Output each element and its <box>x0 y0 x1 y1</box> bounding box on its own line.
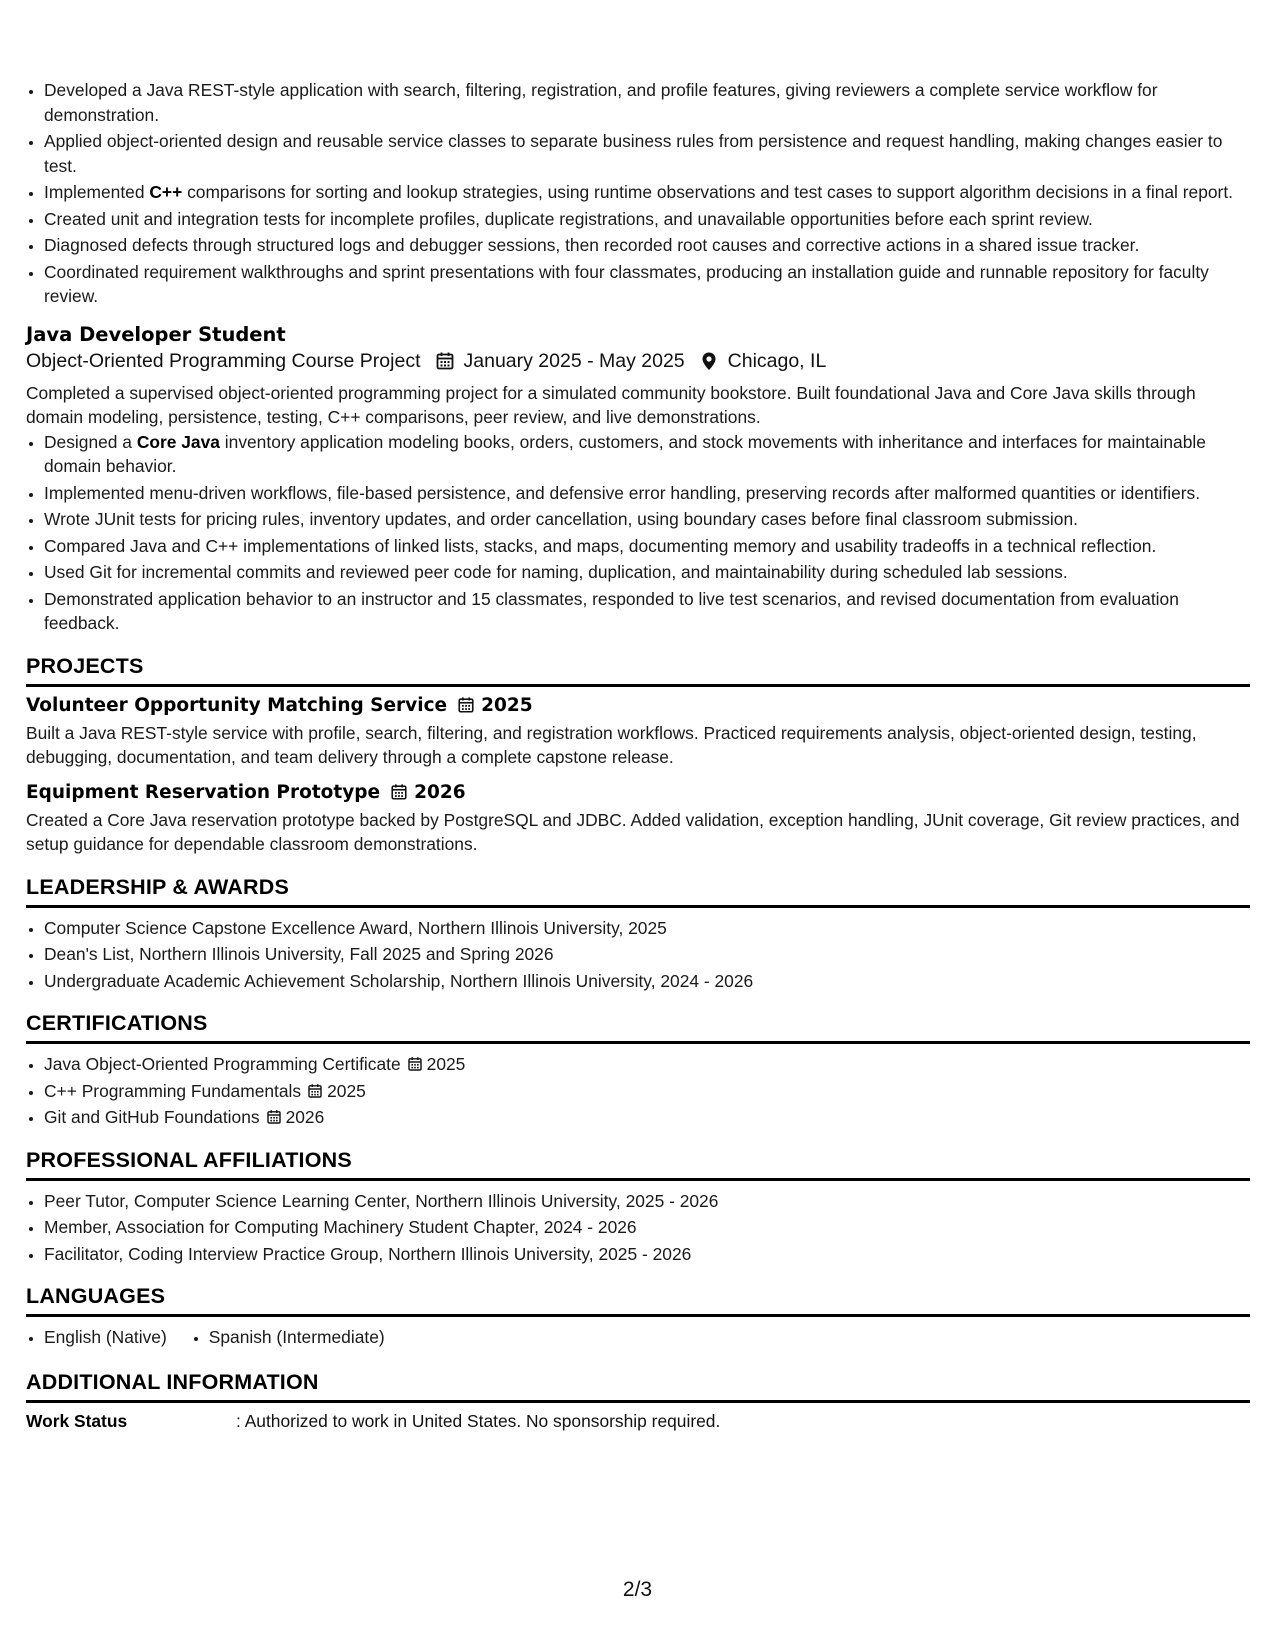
calendar-icon <box>457 696 475 714</box>
section-header-languages: LANGUAGES <box>26 1284 1250 1317</box>
cert-year: 2026 <box>285 1107 325 1127</box>
page-number: 2/3 <box>622 1578 653 1601</box>
section-header-affiliations: PROFESSIONAL AFFILIATIONS <box>26 1148 1250 1181</box>
awards-list <box>26 916 1250 994</box>
project-year: 2026 <box>414 781 466 803</box>
bullet-item: • Designed a Core Java inventory application modeling books, orders, customers, and stock movements with inheritance and interfaces for maintainable domain behavior. <box>44 430 1250 479</box>
job-organization: Object-Oriented Programming Course Project <box>26 349 421 372</box>
project-title: Equipment Reservation Prototype 2026 <box>26 781 466 803</box>
list-item: • Member, Association for Computing Machinery Student Chapter, 2024 - 2026 <box>44 1215 1250 1240</box>
job-summary: Completed a supervised object-oriented programming project for a simulated community bookstore. Built foundational Java and Core Java skills through domain modeling, persistence, testing, C++ comparisons, peer review, and live demonstrations. <box>26 382 1196 427</box>
location-pin-icon <box>699 351 719 371</box>
section-header-certifications: CERTIFICATIONS <box>26 1011 1250 1044</box>
certifications-list <box>26 1052 1250 1130</box>
calendar-icon <box>307 1083 323 1099</box>
resume-page <box>26 78 1250 1432</box>
list-item: • English (Native) <box>44 1325 167 1350</box>
languages-list <box>26 1325 1250 1352</box>
bullet-item: • Developed a Java REST-style application with search, filtering, registration, and profile features, giving reviewers a complete service workflow for demonstration. <box>44 78 1250 127</box>
list-item: • Java Object-Oriented Programming Certificate 2025 <box>44 1052 1250 1077</box>
bullet-item: • Used Git for incremental commits and reviewed peer code for naming, duplication, and maintainability during scheduled lab sessions. <box>44 560 1250 585</box>
bullet-item: • Wrote JUnit tests for pricing rules, inventory updates, and order cancellation, using boundary cases before final classroom submission. <box>44 507 1250 532</box>
calendar-icon <box>390 783 408 801</box>
calendar-icon <box>266 1109 282 1125</box>
list-item: • Dean's List, Northern Illinois University, Fall 2025 and Spring 2026 <box>44 942 1250 967</box>
work-status-label: Work Status <box>26 1410 128 1431</box>
bullet-item: • Implemented menu-driven workflows, file-based persistence, and defensive error handling, preserving records after malformed quantities or identifiers. <box>44 481 1250 506</box>
prev-role-bullets <box>26 78 1250 309</box>
bullet-item: • Created unit and integration tests for incomplete profiles, duplicate registrations, and unavailable opportunities before each sprint review. <box>44 207 1250 232</box>
work-status-value: : Authorized to work in United States. No sponsorship required. <box>236 1410 721 1431</box>
list-item: • C++ Programming Fundamentals 2025 <box>44 1079 1250 1104</box>
project-title: Volunteer Opportunity Matching Service 2025 <box>26 694 533 716</box>
section-header-projects: PROJECTS <box>26 654 1250 687</box>
project-year: 2025 <box>481 694 533 716</box>
bullet-item: • Coordinated requirement walkthroughs and sprint presentations with four classmates, producing an installation guide and runnable repository for faculty review. <box>44 260 1250 309</box>
bullet-item: • Applied object-oriented design and reusable service classes to separate business rules from persistence and request handling, making changes easier to test. <box>44 129 1250 178</box>
job-dates: January 2025 - May 2025 <box>463 349 685 372</box>
job-location: Chicago, IL <box>727 349 827 372</box>
affiliations-list <box>26 1189 1250 1267</box>
list-item: • Git and GitHub Foundations 2026 <box>44 1105 1250 1130</box>
list-item: • Spanish (Intermediate) <box>209 1325 385 1350</box>
project-description: Built a Java REST-style service with profile, search, filtering, and registration workflows. Practiced requirements analysis, object-oriented design, testing, debugging, documentation, and team delivery through a complete capstone release. <box>26 722 1197 767</box>
bullet-item: • Compared Java and C++ implementations of linked lists, stacks, and maps, documenting memory and usability tradeoffs in a technical reflection. <box>44 534 1250 559</box>
job-title: Java Developer Student <box>26 322 286 346</box>
work-status-row <box>26 1411 1250 1432</box>
project-description: Created a Core Java reservation prototype backed by PostgreSQL and JDBC. Added validation, exception handling, JUnit coverage, Git review practices, and setup guidance for dependable classroom demonstrations. <box>26 809 1240 854</box>
job-bullets <box>26 430 1250 636</box>
list-item: • Computer Science Capstone Excellence Award, Northern Illinois University, 2025 <box>44 916 1250 941</box>
calendar-icon <box>435 351 455 371</box>
list-item: • Undergraduate Academic Achievement Scholarship, Northern Illinois University, 2024 - 2026 <box>44 969 1250 994</box>
bullet-item: • Diagnosed defects through structured logs and debugger sessions, then recorded root causes and corrective actions in a shared issue tracker. <box>44 233 1250 258</box>
section-header-awards: LEADERSHIP & AWARDS <box>26 875 1250 908</box>
job-meta <box>26 350 1250 373</box>
calendar-icon <box>407 1056 423 1072</box>
section-header-additional: ADDITIONAL INFORMATION <box>26 1370 1250 1403</box>
bullet-item: • Demonstrated application behavior to an instructor and 15 classmates, responded to live test scenarios, and revised documentation from evaluation feedback. <box>44 587 1250 636</box>
list-item: • Peer Tutor, Computer Science Learning Center, Northern Illinois University, 2025 - 2026 <box>44 1189 1250 1214</box>
cert-year: 2025 <box>327 1080 366 1101</box>
list-item: • Facilitator, Coding Interview Practice Group, Northern Illinois University, 2025 - 2026 <box>44 1242 1250 1267</box>
bullet-item: • Implemented C++ comparisons for sorting and lookup strategies, using runtime observations and test cases to support algorithm decisions in a final report. <box>44 180 1250 205</box>
cert-year: 2025 <box>426 1054 466 1074</box>
